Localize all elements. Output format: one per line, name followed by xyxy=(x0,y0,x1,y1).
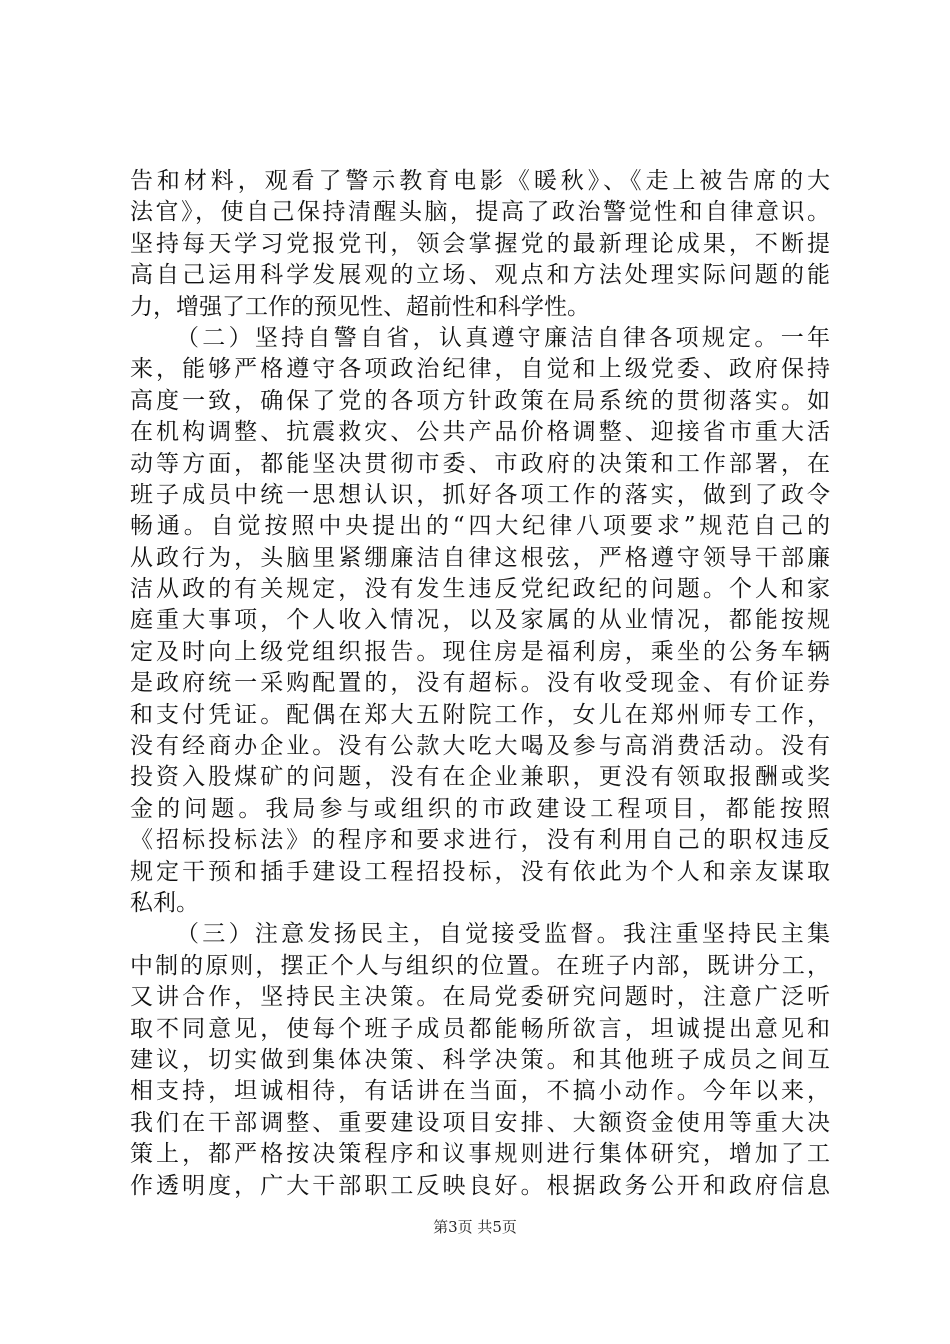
text-line: 法官》，使自己保持清醒头脑，提高了政治警觉性和自律意识。 xyxy=(130,199,830,226)
text-line: （三）注意发扬民主，自觉接受监督。我注重坚持民主集 xyxy=(176,921,830,948)
text-line: 洁从政的有关规定，没有发生违反党纪政纪的问题。个人和家 xyxy=(130,576,830,603)
text-line: 从政行为，头脑里紧绷廉洁自律这根弦，严格遵守领导干部廉 xyxy=(130,544,830,571)
text-line: 私利。 xyxy=(130,889,199,916)
text-line: 力，增强了工作的预见性、超前性和科学性。 xyxy=(130,293,590,320)
text-line: 高自己运用科学发展观的立场、观点和方法处理实际问题的能 xyxy=(130,262,830,289)
text-line: 《招标投标法》的程序和要求进行，没有利用自己的职权违反 xyxy=(130,827,830,854)
text-line: 告和材料，观看了警示教育电影《暖秋》、《走上被告席的大 xyxy=(130,168,830,194)
text-line: 坚持每天学习党报党刊，领会掌握党的最新理论成果，不断提 xyxy=(130,230,830,257)
text-line: 在机构调整、抗震救灾、公共产品价格调整、迎接省市重大活 xyxy=(130,419,830,446)
text-line: 和支付凭证。配偶在郑大五附院工作，女儿在郑州师专工作， xyxy=(130,701,830,728)
text-line: 建议，切实做到集体决策、科学决策。和其他班子成员之间互 xyxy=(130,1046,830,1073)
text-line: 又讲合作，坚持民主决策。在局党委研究问题时，注意广泛听 xyxy=(130,984,830,1011)
text-line: 是政府统一采购配置的，没有超标。没有收受现金、有价证券 xyxy=(130,670,830,697)
text-line: 规定干预和插手建设工程招投标，没有依此为个人和亲友谋取 xyxy=(130,858,830,885)
text-line: 庭重大事项，个人收入情况，以及家属的从业情况，都能按规 xyxy=(130,607,830,634)
text-line: 来，能够严格遵守各项政治纪律，自觉和上级党委、政府保持 xyxy=(130,356,830,383)
text-line: 投资入股煤矿的问题，没有在企业兼职，更没有领取报酬或奖 xyxy=(130,764,830,791)
text-line: （二）坚持自警自省，认真遵守廉洁自律各项规定。一年 xyxy=(176,324,830,351)
text-line: 作透明度，广大干部职工反映良好。根据政务公开和政府信息 xyxy=(130,1172,830,1199)
text-line: 金的问题。我局参与或组织的市政建设工程项目，都能按照 xyxy=(130,795,830,822)
text-line: 中制的原则，摆正个人与组织的位置。在班子内部，既讲分工， xyxy=(130,952,830,979)
text-line: 策上，都严格按决策程序和议事规则进行集体研究，增加了工 xyxy=(130,1141,830,1168)
document-body xyxy=(130,166,830,1202)
text-line: 班子成员中统一思想认识，抓好各项工作的落实，做到了政令 xyxy=(130,481,830,508)
text-line: 相支持，坦诚相待，有话讲在当面，不搞小动作。今年以来， xyxy=(130,1078,830,1105)
text-line: 没有经商办企业。没有公款大吃大喝及参与高消费活动。没有 xyxy=(130,733,830,760)
text-line: 动等方面，都能坚决贯彻市委、市政府的决策和工作部署，在 xyxy=(130,450,830,477)
text-line: 取不同意见，使每个班子成员都能畅所欲言，坦诚提出意见和 xyxy=(130,1015,830,1042)
text-line: 定及时向上级党组织报告。现住房是福利房，乘坐的公务车辆 xyxy=(130,638,830,665)
page-number: 第3页 共5页 xyxy=(433,1218,517,1236)
text-line: 我们在干部调整、重要建设项目安排、大额资金使用等重大决 xyxy=(130,1109,830,1136)
text-line: 畅通。自觉按照中央提出的“四大纪律八项要求”规范自己的 xyxy=(130,513,830,540)
text-line: 高度一致，确保了党的各项方针政策在局系统的贯彻落实。如 xyxy=(130,387,830,414)
